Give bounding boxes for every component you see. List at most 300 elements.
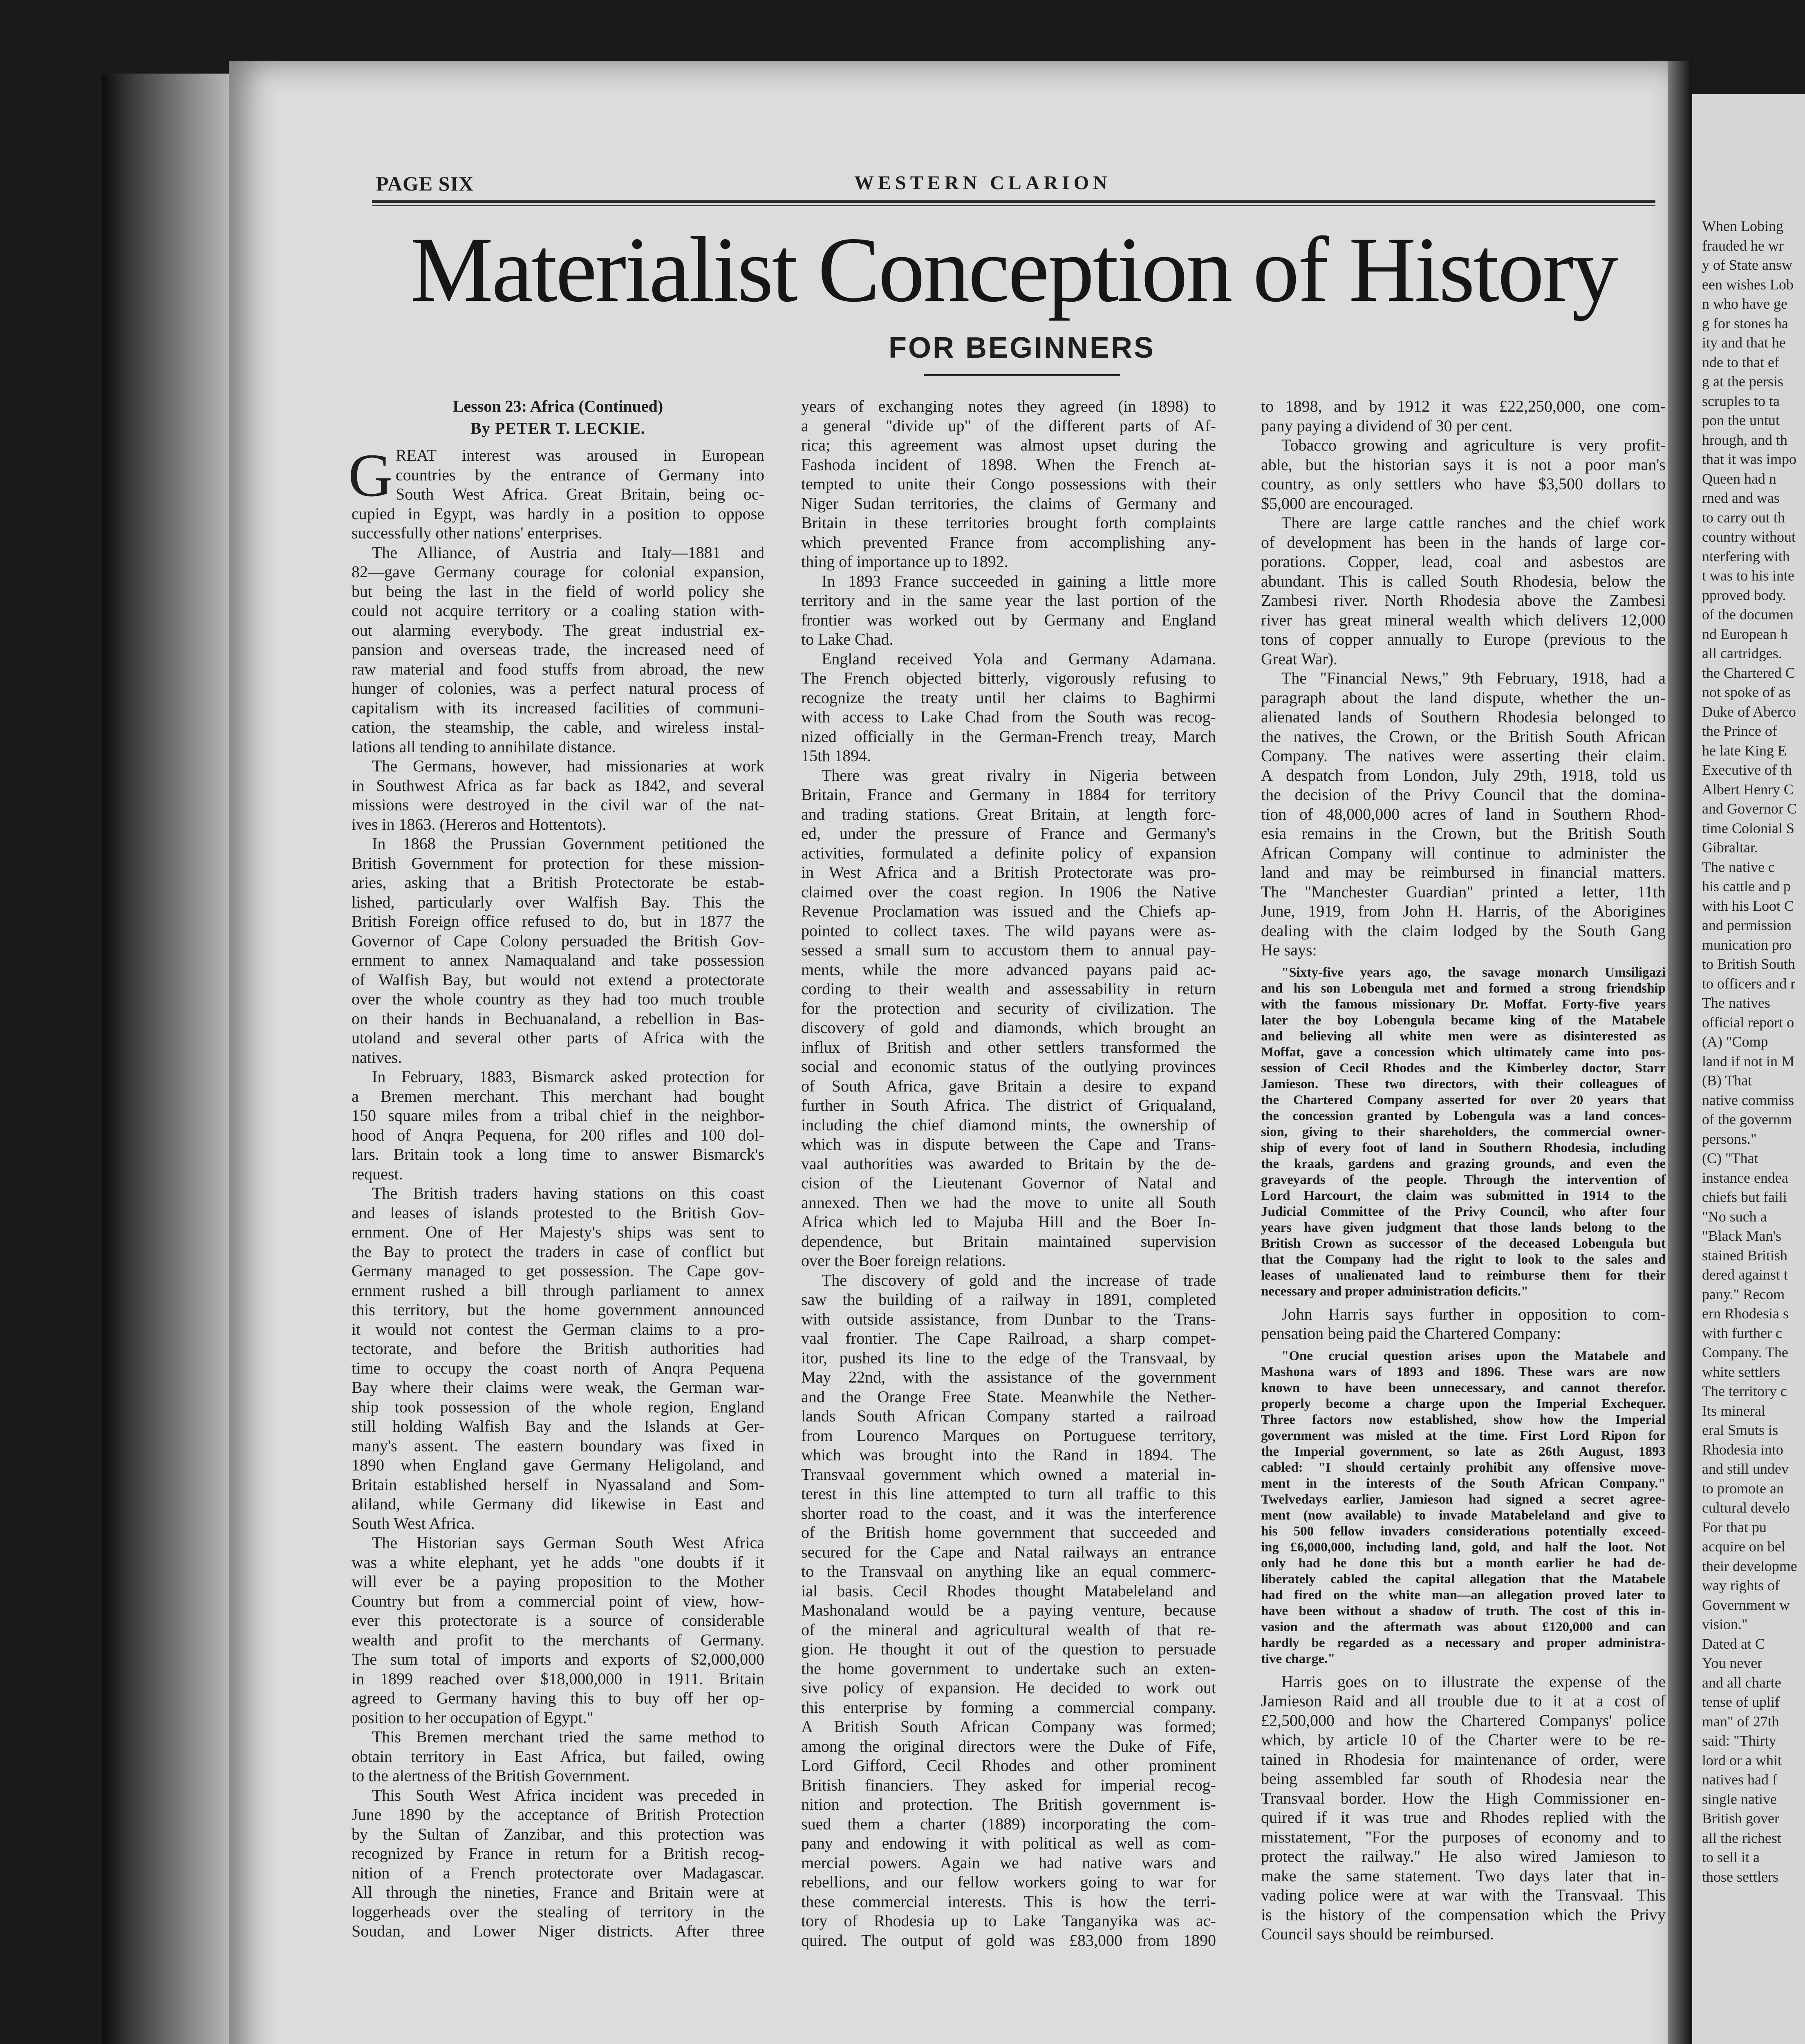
text-line: ives in 1863. (Hereros and Hottentots). (352, 815, 607, 834)
text-line: dealing with the claim lodged by the South Gang (1261, 921, 1666, 940)
text-line: (A) "Comp (1702, 1033, 1768, 1050)
text-line: acquire on bel (1702, 1538, 1785, 1555)
text-line: recognize the treaty until her claims to Baghirmi (801, 688, 1216, 707)
text-line: tory of Rhodesia up to Lake Tanganyika was ac- (801, 1912, 1216, 1930)
text-line: of South Africa, gave Britain a desire to expand (801, 1076, 1216, 1095)
text-line: itor, pushed its line to the edge of the Transvaal, by (801, 1348, 1216, 1367)
header-rule-thin (372, 205, 1655, 206)
text-line: protect the railway." He also wired Jamieson to (1261, 1847, 1666, 1865)
text-line: time to occupy the coast north of Anqra Pequena (352, 1358, 764, 1377)
text-line: eral Smuts is (1702, 1422, 1778, 1438)
text-line: claimed over the coast region. In 1906 the Native (801, 882, 1216, 901)
text-line: cording to their wealth and assessability in return (801, 979, 1216, 998)
text-line: territory and in the same year the last portion of the (801, 591, 1216, 610)
text-line: to carry out th (1702, 509, 1785, 526)
text-line: natives. (352, 1048, 402, 1067)
text-line: to officers and r (1702, 975, 1796, 992)
spacer (1261, 1343, 1666, 1348)
text-line: to the alertness of the British Government. (352, 1766, 630, 1785)
text-line: was a white elephant, yet he adds "one doubts if it (352, 1553, 764, 1571)
text-line: This South West Africa incident was preceded in (372, 1786, 764, 1804)
text-line: Jamieson Raid and all trouble due to it at a cost of (1261, 1692, 1666, 1710)
page-number: PAGE SIX (376, 172, 474, 195)
text-line: to British South (1702, 956, 1796, 972)
text-line: of the governm (1702, 1111, 1792, 1127)
drop-cap-paragraph (348, 442, 764, 1941)
text-line: Jamieson. These two directors, with their colleagues of (1261, 1076, 1666, 1091)
text-line: have been without a shadow of truth. The cost of this in- (1261, 1603, 1666, 1618)
adjacent-page-text (1692, 217, 1805, 1887)
column-3-text-a (1261, 397, 1666, 960)
text-line: in West Africa and a British Protectorate was pro- (801, 863, 1216, 881)
text-line: utoland and several other parts of Africa with the (352, 1029, 764, 1047)
text-line: paragraph about the land dispute, whether the un- (1261, 688, 1666, 707)
text-line: t was to his inte (1702, 567, 1794, 584)
text-line: ernment to annex Namaqualand and take possession (352, 951, 764, 969)
text-line: and permission (1702, 917, 1792, 933)
text-line: The "Financial News," 9th February, 1918, had a (1281, 669, 1666, 687)
column-2-text (801, 397, 1216, 1950)
text-line: being assembled far south of Rhodesia near the (1261, 1769, 1666, 1788)
text-line: the Imperial government, so late as 26th August, 1893 (1261, 1444, 1666, 1459)
text-line: You never (1702, 1655, 1762, 1671)
text-line: Council says should be reimbursed. (1261, 1925, 1494, 1943)
text-line: position to her occupation of Egypt." (352, 1708, 593, 1727)
text-line: recognized by France in return for a British recog- (352, 1844, 764, 1862)
column-3-text-b (1261, 1304, 1666, 1343)
text-line: agreed to Germany having this to buy off her op- (352, 1689, 764, 1707)
text-line: nd European h (1702, 625, 1788, 642)
text-line: these commercial interests. This is how the terri- (801, 1892, 1216, 1911)
drop-cap: G (348, 442, 393, 509)
text-line: is the history of the compensation which the Privy (1261, 1905, 1666, 1924)
text-line: (B) That (1702, 1072, 1752, 1089)
text-line: and all charte (1702, 1674, 1781, 1691)
text-line: British Crown as successor of the deceased Lobengula but (1261, 1236, 1666, 1251)
newspaper-title: WESTERN CLARION (854, 172, 1111, 194)
text-line: Soudan, and Lower Niger districts. After three (352, 1922, 764, 1940)
text-line: The Historian says German South West Africa (372, 1533, 764, 1552)
text-line: cision of the Lieutenant Governor of Natal and (801, 1174, 1216, 1192)
text-line: lished, particularly over Walfish Bay. This the (352, 892, 764, 911)
text-line: make the same statement. Two days later that in- (1261, 1866, 1666, 1885)
text-line: their developme (1702, 1558, 1797, 1574)
text-line: with the famous missionary Dr. Moffat. Forty-five years (1261, 997, 1666, 1012)
text-line: the decision of the Privy Council that the domina- (1261, 785, 1666, 804)
text-line: hunger of colonies, was a perfect natural process of (352, 679, 764, 697)
text-line: social and economic status of the outlying provinces (801, 1057, 1216, 1076)
text-line: alienated lands of Southern Rhodesia belonged to (1261, 708, 1666, 726)
text-line: Bay where their claims were weak, the German war- (352, 1378, 764, 1396)
page-gutter (1668, 61, 1692, 2044)
text-line: chiefs but faili (1702, 1189, 1787, 1205)
text-line: nition of a French protectorate over Madagascar. (352, 1863, 764, 1882)
text-line: and leases of islands protested to the British Gov- (352, 1203, 764, 1222)
text-line: For that pu (1702, 1519, 1767, 1535)
text-line: obtain territory in East Africa, but failed, owing (352, 1747, 764, 1766)
text-line: "Black Man's (1702, 1228, 1782, 1244)
text-line: to promote an (1702, 1480, 1784, 1497)
text-line: Company. The (1702, 1344, 1788, 1360)
text-line: saw the building of a railway in 1891, completed (801, 1290, 1216, 1309)
text-line: scruples to ta (1702, 392, 1780, 409)
text-line: lord or a whit (1702, 1752, 1782, 1768)
text-line: Gibraltar. (1702, 839, 1758, 856)
text-line: British financiers. They asked for imperial recog- (801, 1775, 1216, 1794)
text-line: ial basis. Cecil Rhodes thought Matabeleland and (801, 1581, 1216, 1600)
text-line: Executive of th (1702, 762, 1792, 778)
column-3-text-c (1261, 1672, 1666, 1944)
text-line: frontier was worked out by Germany and England (801, 610, 1216, 629)
text-line: John Harris says further in opposition to com- (1281, 1304, 1666, 1323)
text-line: Transvaal border. How the High Commissioner en- (1261, 1788, 1666, 1807)
text-line: and the Orange Free State. Meanwhile the Nether- (801, 1387, 1216, 1406)
text-line: which was in dispute between the Cape and Trans- (801, 1135, 1216, 1153)
book-binding (102, 74, 249, 2044)
text-line: frauded he wr (1702, 237, 1784, 254)
text-line: n who have ge (1702, 296, 1787, 312)
text-line: Twelvedays earlier, Jamieson had signed a secret agree- (1261, 1492, 1666, 1507)
text-line: aliland, while Germany did likewise in East and (352, 1495, 764, 1513)
text-line: Mashonaland would be a paying venture, because (801, 1601, 1216, 1619)
text-line: sive policy of expansion. He decided to work out (801, 1679, 1216, 1697)
text-line: When Lobing (1702, 218, 1783, 234)
text-line: only had he done this but a month earlier he had de- (1261, 1555, 1666, 1571)
text-line: Transvaal government which owned a material in- (801, 1465, 1216, 1484)
text-line: terest in this line attempted to turn all traffic to this (801, 1484, 1216, 1503)
text-line: Company. The natives were asserting their claim. (1261, 746, 1666, 765)
text-line: British Government for protection for these mission- (352, 854, 764, 872)
text-line: further in South Africa. The district of Griqualand, (801, 1096, 1216, 1114)
text-line: cation, the steamship, the cable, and wireless instal- (352, 718, 764, 736)
text-line: among the original directors were the Duke of Fife, (801, 1737, 1216, 1755)
text-line: The natives (1702, 995, 1770, 1011)
text-line: still holding Walfish Bay and the Islands at Ger- (352, 1417, 764, 1435)
text-line: ment in the interests of the South African Company." (1261, 1476, 1666, 1491)
text-line: missions were destroyed in the civil war of the nat- (352, 796, 764, 814)
text-line: and Governor C (1702, 800, 1797, 817)
text-line: ship of every foot of land in Southern Rhodesia, including (1261, 1140, 1666, 1155)
text-line: g for stones ha (1702, 315, 1788, 332)
text-line: ern Rhodesia s (1702, 1305, 1789, 1322)
text-line: tons of copper annually to Europe (previous to the (1261, 630, 1666, 648)
text-line: and his son Lobengula met and formed a strong friendship (1261, 981, 1666, 996)
text-line: 150 square miles from a tribal chief in the neighbor- (352, 1106, 764, 1125)
text-line: een wishes Lob (1702, 276, 1794, 293)
text-line: the Chartered Company asserted for over 20 years that (1261, 1092, 1666, 1107)
text-line: pany and endowing it with political as well as com- (801, 1834, 1216, 1852)
text-line: Government w (1702, 1596, 1790, 1613)
header-rule (372, 200, 1655, 203)
text-line: 15th 1894. (801, 746, 871, 765)
text-line: single native (1702, 1791, 1777, 1807)
text-line: aries, asking that a British Protectorate be estab- (352, 873, 764, 892)
text-line: cabled: "I should certainly prohibit any offensive move- (1261, 1460, 1666, 1475)
text-line: hrough, and th (1702, 431, 1787, 448)
text-line: cultural develo (1702, 1499, 1790, 1516)
text-line: to Lake Chad. (801, 630, 894, 648)
text-line: country, as only settlers who have $3,500 dollars to (1261, 475, 1666, 493)
text-line: tempted to unite their Congo possessions with their (801, 475, 1216, 493)
text-line: nized officially in the German-French treay, March (801, 727, 1216, 746)
text-line: abundant. This is called South Rhodesia, below the (1261, 572, 1666, 590)
text-line: and trading stations. Great Britain, at length forc- (801, 805, 1216, 823)
text-line: REAT interest was aroused in European (396, 446, 764, 464)
text-line: request. (352, 1164, 403, 1183)
spacer (1261, 1667, 1666, 1672)
text-line: his cattle and p (1702, 878, 1791, 894)
text-line: gion. He thought it out of the question to persuade (801, 1640, 1216, 1658)
text-line: $5,000 are encouraged. (1261, 494, 1414, 513)
text-line: tense of uplif (1702, 1694, 1780, 1710)
article-subhead: FOR BEGINNERS (888, 332, 1156, 364)
text-line: stained British (1702, 1247, 1787, 1264)
text-line: graveyards of the people. Through the intervention of (1261, 1172, 1666, 1187)
text-line: by the Sultan of Zanzibar, and this protection was (352, 1824, 764, 1843)
text-line: discovery of gold and diamonds, which brought an (801, 1018, 1216, 1037)
text-line: pany." Recom (1702, 1286, 1785, 1302)
text-line: sion, giving to their shareholders, the commercial owner- (1261, 1124, 1666, 1139)
text-line: of the mineral and agricultural wealth of that re- (801, 1620, 1216, 1639)
text-line: quired if it was true and Rhodes replied with the (1261, 1808, 1666, 1827)
text-line: Moffat, gave a concession which ultimately came into pos- (1261, 1044, 1666, 1060)
subhead-rule (924, 374, 1120, 376)
text-line: secured for the Cape and Natal railways an entrance (801, 1542, 1216, 1561)
text-line: will ever be a paying proposition to the Mother (352, 1572, 764, 1591)
text-line: to the Transvaal on anything like an equal commerc- (801, 1562, 1216, 1580)
text-line: the Bay to protect the traders in case of conflict but (352, 1242, 764, 1261)
text-line: Harris goes on to illustrate the expense of the (1281, 1672, 1666, 1691)
text-line: There was great rivalry in Nigeria between (822, 766, 1216, 784)
text-line: to 1898, and by 1912 it was £22,250,000, one com- (1261, 397, 1666, 415)
byline: By PETER T. LECKIE. (470, 419, 645, 437)
text-line: England received Yola and Germany Adamana. (822, 649, 1216, 668)
text-line: Germany managed to get possession. The Cape gov- (352, 1262, 764, 1280)
column-1-text (352, 446, 764, 1941)
text-line: all the richest (1702, 1829, 1781, 1846)
text-line: in Southwest Africa as far back as 1842, and several (352, 776, 764, 795)
text-line: which prevented France from accomplishing any- (801, 533, 1216, 551)
text-line: tive charge." (1261, 1651, 1335, 1666)
text-line: land and may be reimbursed in financial matters. (1261, 863, 1666, 881)
text-line: it would not contest the German claims to a pro- (352, 1320, 764, 1338)
text-line: with access to Lake Chad from the South was recog- (801, 708, 1216, 726)
text-line: Britain, France and Germany in 1884 for territory (801, 785, 1216, 804)
text-line: tained in Rhodesia for maintenance of order, were (1261, 1750, 1666, 1768)
text-line: mercial powers. Again we had native wars and (801, 1853, 1216, 1872)
text-line: 82—gave Germany courage for colonial expansion, (352, 563, 764, 581)
text-line: rebellions, and our fellow workers going to war for (801, 1873, 1216, 1891)
text-line: nterfering with (1702, 548, 1790, 565)
text-line: of the British home government that succeeded and (801, 1523, 1216, 1542)
text-line: river has great mineral wealth which delivers 12,000 (1261, 610, 1666, 629)
text-line: over the whole country as they had too much trouble (352, 990, 764, 1008)
text-line: Fashoda incident of 1898. When the French at- (801, 455, 1216, 474)
text-line: Queen had n (1702, 470, 1776, 487)
spacer (352, 441, 764, 446)
text-line: ernment rushed a bill through parliament to annex (352, 1281, 764, 1300)
text-line: vision." (1702, 1616, 1748, 1632)
text-line: necessary and proper administration deficits." (1261, 1284, 1529, 1299)
text-line: ity and that he (1702, 334, 1786, 351)
text-line: There are large cattle ranches and the chief work (1281, 513, 1666, 532)
text-line: in 1899 reached over $18,000,000 in 1911. Britain (352, 1669, 764, 1688)
text-line: In 1868 the Prussian Government petitioned the (372, 834, 764, 853)
text-line: this territory, but the home government announced (352, 1300, 764, 1319)
text-line: and still undev (1702, 1461, 1789, 1477)
text-line: with outside assistance, from Dunbar to the Trans- (801, 1309, 1216, 1328)
text-line: quired. The output of gold was £83,000 from 1890 (801, 1931, 1216, 1950)
text-line: The native c (1702, 858, 1775, 875)
text-line: Zambesi river. North Rhodesia above the Zambesi (1261, 591, 1666, 610)
text-line: ment (now available) to invade Matabeleland and give to (1261, 1508, 1666, 1523)
text-line: South West Africa. (352, 1514, 475, 1533)
text-line: later the boy Lobengula became king of the Matabele (1261, 1013, 1666, 1028)
text-line: y of State answ (1702, 257, 1792, 273)
text-line: which was brought into the Rand in 1894. The (801, 1446, 1216, 1464)
text-line: Britain in these territories brought forth complaints (801, 513, 1216, 532)
text-line: Three factors now established, show how the Imperial (1261, 1412, 1666, 1427)
text-line: rned and was (1702, 490, 1780, 506)
text-line: official report o (1702, 1014, 1794, 1031)
text-line: said: "Thirty (1702, 1732, 1776, 1749)
text-line: his 500 fellow invaders considerations potentially exceed- (1261, 1524, 1666, 1539)
text-line: In February, 1883, Bismarck asked protection for (372, 1067, 764, 1086)
text-line: vaal frontier. The Cape Railroad, a sharp compet- (801, 1329, 1216, 1347)
text-line: Dated at C (1702, 1635, 1765, 1652)
spacer (1261, 1300, 1666, 1304)
text-line: The French objected bitterly, vigorously refusing to (801, 669, 1216, 687)
text-line: pon the untut (1702, 412, 1780, 428)
text-line: this enterprise by forming a commercial company. (801, 1698, 1216, 1717)
text-line: but being the last in the field of world policy she (352, 582, 764, 601)
text-line: The Germans, however, had missionaries at work (372, 757, 764, 775)
text-line: of the documen (1702, 606, 1794, 623)
text-line: June, 1919, from John H. Harris, of the Aborigines (1261, 902, 1666, 920)
adjacent-page-top-margin (1692, 94, 1805, 217)
text-line: hood of Anqra Pequena, for 200 rifles and 100 dol- (352, 1125, 764, 1144)
text-line: the kraals, gardens and grazing grounds, and even the (1261, 1156, 1666, 1171)
text-line: the natives, the Crown, or the British South African (1261, 727, 1666, 746)
text-line: British gover (1702, 1810, 1779, 1827)
text-line: Revenue Proclamation was issued and the Chiefs ap- (801, 902, 1216, 920)
text-line: country without (1702, 529, 1796, 545)
text-line: g at the persis (1702, 373, 1783, 390)
text-line: native commiss (1702, 1091, 1794, 1108)
text-line: all cartridges. (1702, 645, 1782, 661)
text-line: government was misled at the time. First Lord Ripon for (1261, 1428, 1666, 1443)
text-line: many's assent. The eastern boundary was fixed in (352, 1436, 764, 1455)
text-line: out alarming everybody. The great industrial ex- (352, 621, 764, 639)
text-line: raw material and food stuffs from abroad, the new (352, 659, 764, 678)
text-line: he late King E (1702, 742, 1787, 759)
text-line: persons." (1702, 1130, 1757, 1147)
text-line: The discovery of gold and the increase of trade (822, 1271, 1216, 1289)
text-line: a general "divide up" of the different parts of Af- (801, 416, 1216, 435)
text-line: sued them a charter (1889) incorporating the com- (801, 1814, 1216, 1833)
text-line: years of exchanging notes they agreed (in 1898) to (801, 397, 1216, 415)
text-line: Niger Sudan territories, the claims of Germany and (801, 494, 1216, 513)
text-line: the concession granted by Lobengula was a land conces- (1261, 1108, 1666, 1123)
text-line: the home government to undertake such an exten- (801, 1659, 1216, 1678)
text-line: of development has been in the hands of large cor- (1261, 533, 1666, 551)
text-line: wealth and profit to the merchants of Germany. (352, 1630, 764, 1649)
text-line: shorter road to the coast, and it was the interference (801, 1504, 1216, 1522)
text-line: Governor of Cape Colony persuaded the British Gov- (352, 931, 764, 950)
text-line: vasion and the aftermath was about £120,000 and can (1261, 1619, 1666, 1634)
text-line: (C) "That (1702, 1150, 1758, 1166)
text-line: "No such a (1702, 1208, 1767, 1225)
text-line: £2,500,000 and how the Chartered Companys' police (1261, 1711, 1666, 1730)
text-line: influx of British and other settlers transformed the (801, 1038, 1216, 1056)
text-line: misstatement, "For the purposes of economy and to (1261, 1827, 1666, 1846)
text-line: natives had f (1702, 1771, 1777, 1788)
article-headline: Materialist Conception of History (410, 218, 1617, 321)
text-line: that the Company had the right to look to the sales and (1261, 1252, 1666, 1267)
text-line: those settlers (1702, 1868, 1778, 1885)
text-line: Britain established herself in Nyassaland and Som- (352, 1475, 764, 1494)
text-line: African Company will continue to administer the (1261, 843, 1666, 862)
text-line: vaal authorities was awarded to Britain by the de- (801, 1154, 1216, 1173)
text-line: lars. Britain took a long time to answer Bismarck's (352, 1145, 764, 1163)
text-line: vading police were at war with the Transvaal. This (1261, 1886, 1666, 1904)
text-line: Africa which led to Majuba Hill and the Boer In- (801, 1213, 1216, 1231)
text-line: land if not in M (1702, 1053, 1794, 1069)
text-line: Lord Gifford, Cecil Rhodes and other prominent (801, 1756, 1216, 1775)
text-line: and believing all white men were as disinterested as (1261, 1029, 1666, 1044)
quotation-2 (1261, 1348, 1666, 1667)
text-line: The British traders having stations on this coast (372, 1184, 764, 1202)
text-line: the Chartered C (1702, 664, 1795, 681)
text-line: hardly be regarded as a necessary and proper administra- (1261, 1635, 1666, 1650)
text-line: annexed. Then we had the move to unite all South (801, 1193, 1216, 1212)
text-line: tectorate, and before the British authorities had (352, 1339, 764, 1358)
text-line: properly become a charge upon the Imperial Exchequer. (1261, 1396, 1666, 1411)
lesson-title: Lesson 23: Africa (Continued) (452, 397, 663, 415)
text-line: Its mineral (1702, 1402, 1765, 1419)
text-line: ments, while the more advanced payans paid ac- (801, 960, 1216, 979)
text-line: Tobacco growing and agriculture is very profit- (1281, 436, 1666, 454)
text-line: "Sixty-five years ago, the savage monarch Umsiligazi (1281, 965, 1666, 980)
text-line: Great War). (1261, 649, 1338, 668)
text-line: the Prince of (1702, 723, 1777, 739)
text-line: able, but the historian says it is not a poor man's (1261, 455, 1666, 474)
column-3 (1261, 397, 1666, 1944)
text-line: British Foreign office refused to do, but in 1877 the (352, 912, 764, 930)
text-line: A despatch from London, July 29th, 1918, told us (1261, 766, 1666, 784)
text-line: thing of importance up to 1892. (801, 552, 1008, 571)
text-line: known to have been unnecessary, and cannot therefor. (1261, 1380, 1666, 1395)
text-line: porations. Copper, lead, coal and asbestos are (1261, 552, 1666, 571)
text-line: A British South African Company was formed; (801, 1717, 1216, 1736)
text-line: "One crucial question arises upon the Matabele and (1281, 1348, 1666, 1363)
text-line: pansion and overseas trade, the increased need of (352, 640, 764, 659)
text-line: nde to that ef (1702, 354, 1779, 370)
text-line: could not acquire territory or a coaling station with- (352, 601, 764, 620)
text-line: not spoke of as (1702, 684, 1791, 700)
column-2 (801, 397, 1216, 1950)
text-line: nition and protection. The British government is- (801, 1795, 1216, 1813)
text-line: including the chief diamond mints, the ownership of (801, 1115, 1216, 1134)
text-line: sessed a small sum to accustom them to annual pay- (801, 941, 1216, 959)
text-line: liberately cabled the capital allegation that the Matabele (1261, 1571, 1666, 1587)
text-line: 1890 when England gave Germany Heligoland, and (352, 1456, 764, 1474)
text-line: a Bremen merchant. This merchant had bought (352, 1087, 764, 1105)
text-line: He says: (1261, 941, 1317, 959)
text-line: munication pro (1702, 936, 1792, 953)
text-line: pointed to collect taxes. The wild payans were as- (801, 921, 1216, 940)
text-line: South West Africa. Great Britain, being oc- (396, 485, 764, 503)
